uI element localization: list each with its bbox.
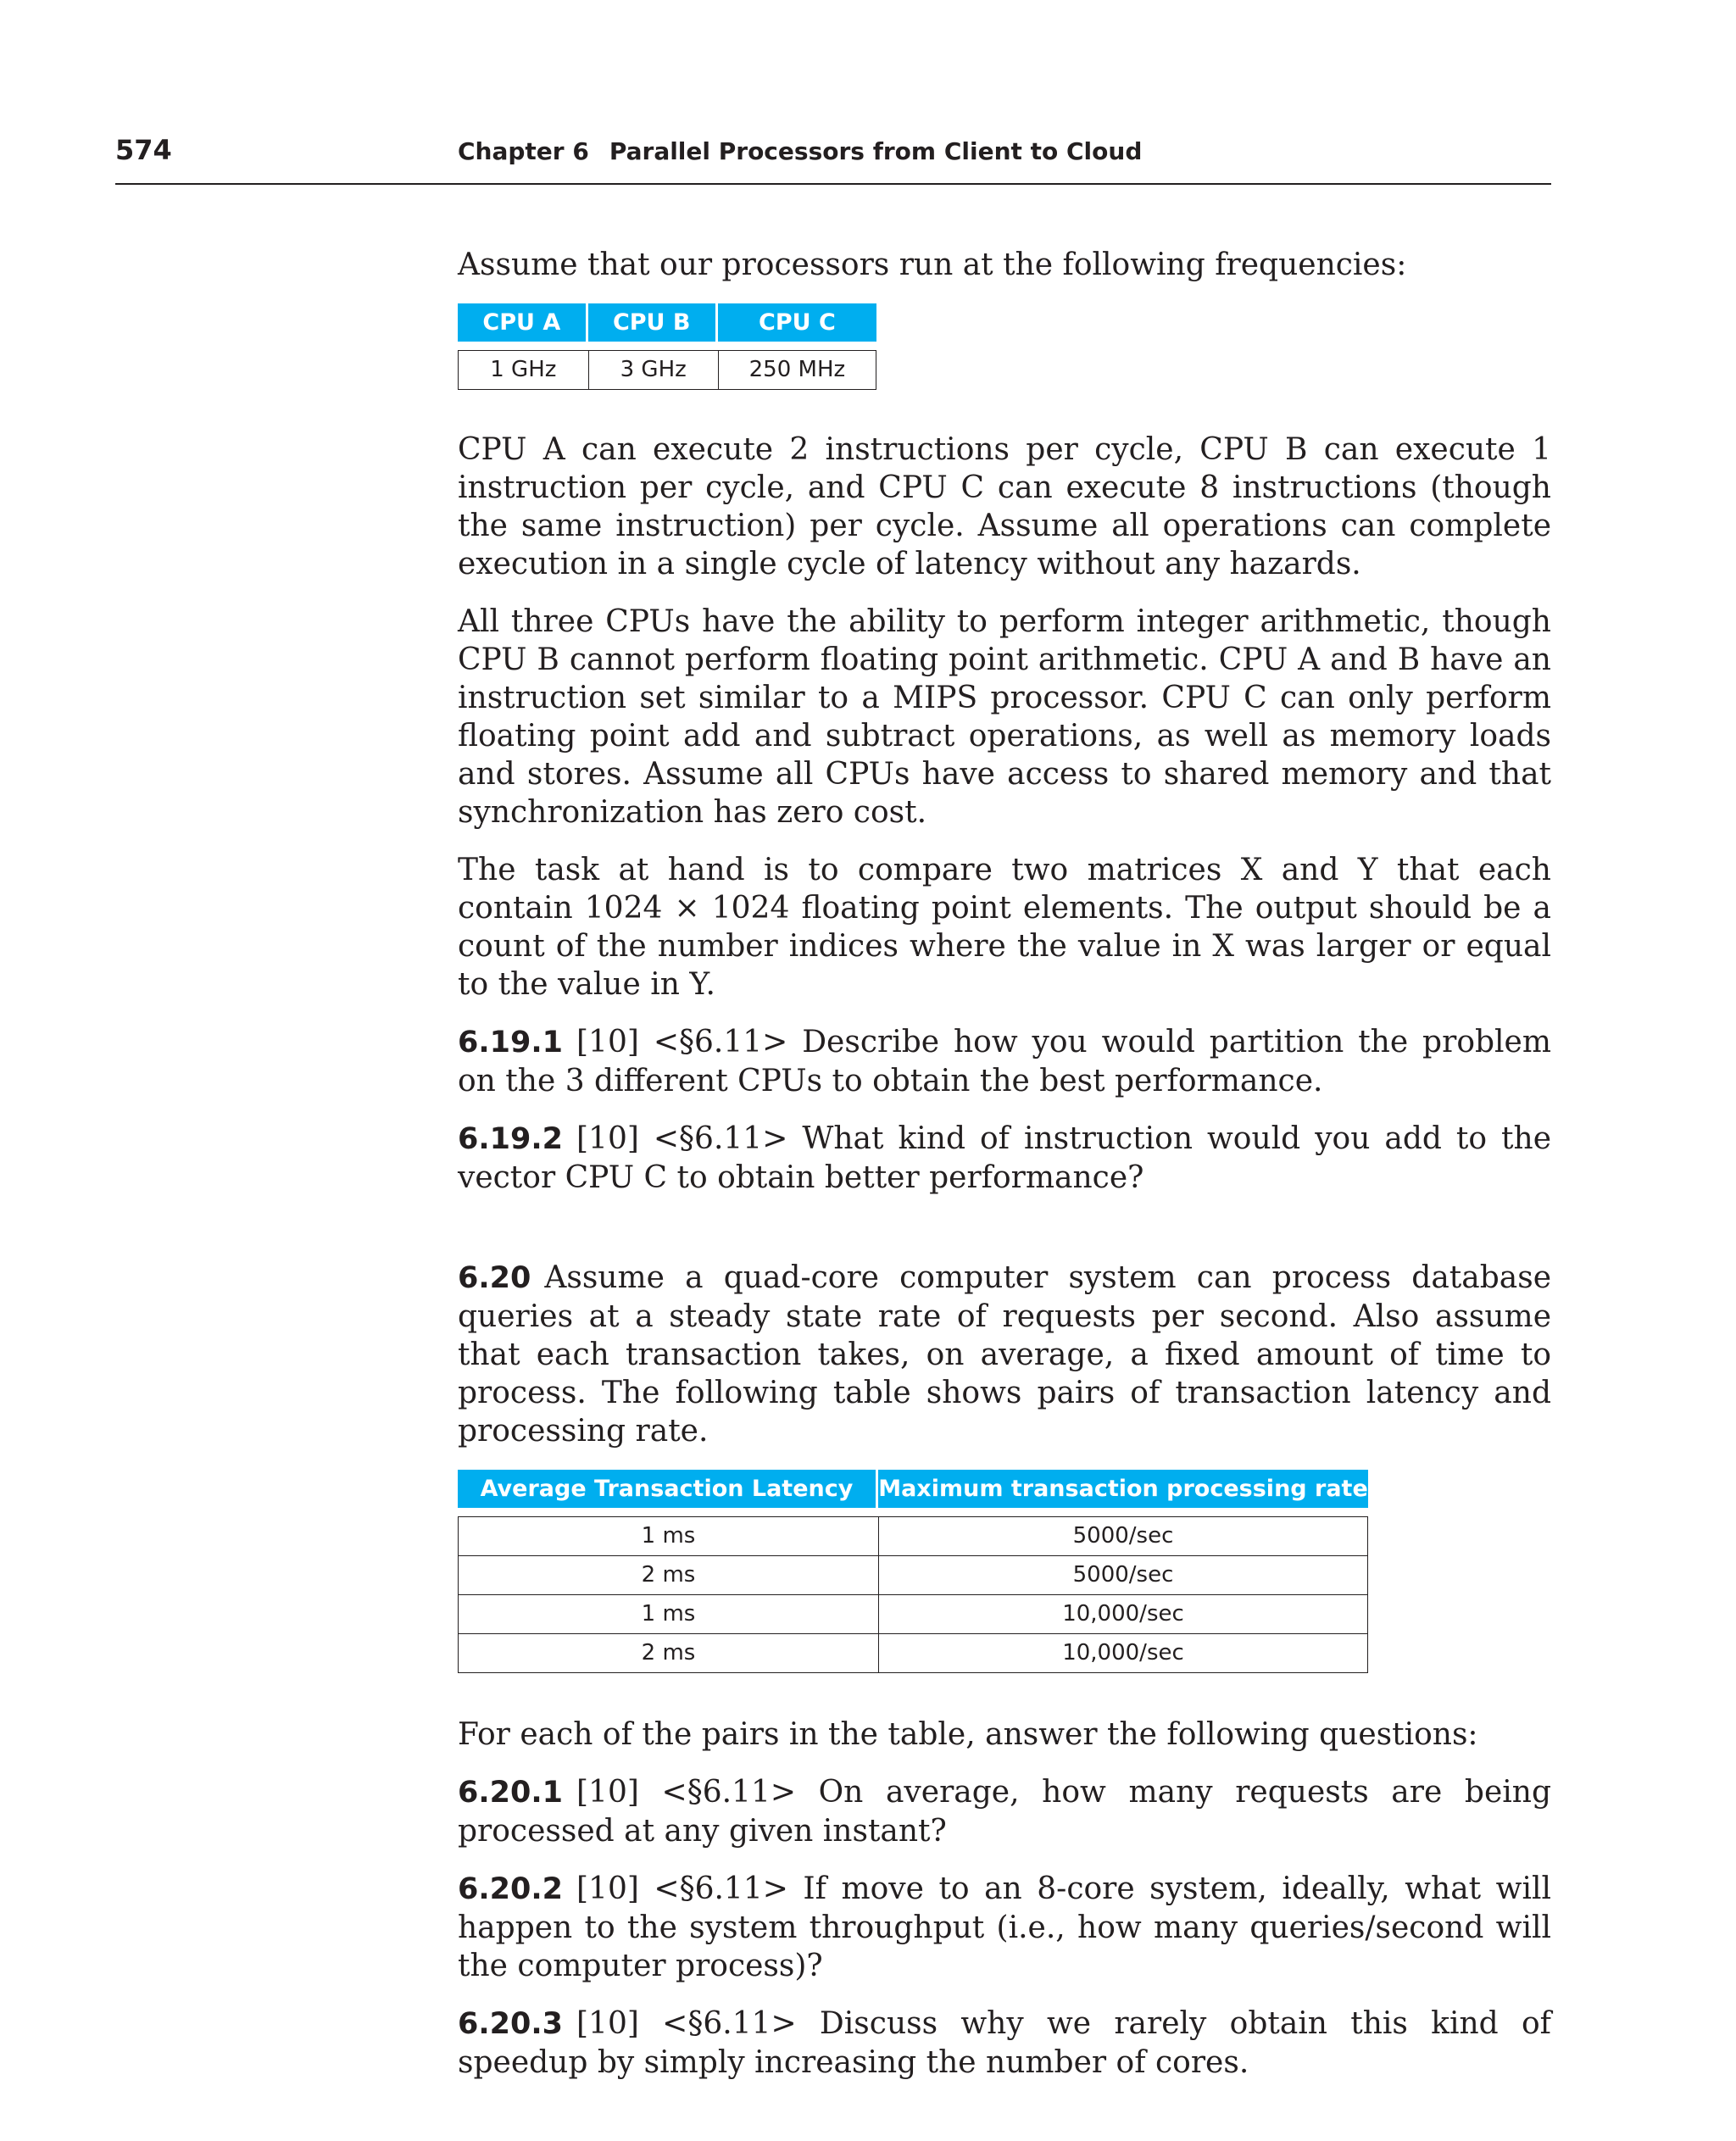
table-row [458,1556,1368,1595]
chapter-title: Parallel Processors from Client to Cloud [609,137,1143,165]
cpu-table-header: CPU B [588,303,718,342]
exercise-6-20-1 [458,1773,1551,1850]
latency-cell: 2 ms [458,1556,878,1595]
rate-cell: 5000/sec [878,1556,1368,1595]
cpu-frequency-table [458,303,876,390]
latency-table-header: Average Transaction Latency [458,1470,878,1508]
exercise-text: [10] <§6.11> Discuss why we rarely obtain this kind of speedup by simply increasing the number of cores. [458,2006,1551,2080]
chapter-label: Chapter 6 [458,137,589,165]
exercise-number: 6.20.3 [458,2007,564,2041]
body-paragraph: All three CPUs have the ability to perform integer arithmetic, though CPU B cannot perform floating point arithmetic. CPU A and B have an instruction set similar to a MIPS processor. CPU C can only perform floating point add and subtract operations, as well as memory loads and stores. Assume all CPUs have access to shared memory and that synchronization has zero cost. [458,604,1551,830]
exercise-6-20 [458,1259,1551,1450]
exercise-6-19-1 [458,1023,1551,1100]
table-row [458,1595,1368,1634]
exercise-number: 6.19.2 [458,1122,564,1156]
latency-cell: 1 ms [458,1595,878,1634]
rate-cell: 10,000/sec [878,1595,1368,1634]
latency-cell: 2 ms [458,1634,878,1673]
exercise-number: 6.20 [458,1261,531,1295]
cpu-table-header: CPU C [718,303,876,342]
exercise-6-19-2 [458,1120,1551,1197]
exercise-6-20-3 [458,2005,1551,2082]
exercise-6-20-2 [458,1870,1551,1985]
table-row [458,1634,1368,1673]
body-paragraph: The task at hand is to compare two matrices X and Y that each contain 1024 × 1024 floating point elements. The output should be a count of the number indices where the value in X was larger or equal to the value in Y. [458,853,1551,1002]
page-body [458,246,1551,2101]
body-paragraph: CPU A can execute 2 instructions per cycle, CPU B can execute 1 instruction per cycle, and CPU C can execute 8 instructions (though the same instruction) per cycle. Assume all operations can complete execution in a single cycle of latency without any hazards. [458,432,1551,581]
cpu-table-cell: 3 GHz [588,350,718,390]
section-gap [458,1216,1551,1259]
latency-rate-table [458,1470,1368,1673]
rate-cell: 5000/sec [878,1516,1368,1556]
latency-cell: 1 ms [458,1516,878,1556]
exercise-text: [10] <§6.11> If move to an 8-core system, ideally, what will happen to the system throughput (i.e., how many queries/second will the computer process)? [458,1871,1551,1983]
chapter-heading [458,137,1142,165]
cpu-table-cell: 250 MHz [718,350,876,390]
exercise-text: Assume a quad-core computer system can process database queries at a steady state rate of requests per second. Also assume that each transaction takes, on average, a fixed amount of time to process. The following table shows pairs of transaction latency and processing rate. [458,1260,1551,1449]
exercise-number: 6.19.1 [458,1026,564,1059]
table-row [458,350,876,390]
cpu-table-cell: 1 GHz [458,350,588,390]
cpu-table-header: CPU A [458,303,588,342]
exercise-number: 6.20.1 [458,1776,564,1810]
table-row [458,1516,1368,1556]
table-followup-paragraph: For each of the pairs in the table, answer the following questions: [458,1717,1478,1752]
exercise-text: [10] <§6.11> On average, how many requests are being processed at any given instant? [458,1775,1551,1849]
exercise-number: 6.20.2 [458,1872,564,1906]
rate-cell: 10,000/sec [878,1634,1368,1673]
intro-paragraph: Assume that our processors run at the following frequencies: [458,247,1407,282]
latency-table-header: Maximum transaction processing rate [878,1470,1368,1508]
exercise-text: [10] <§6.11> Describe how you would partition the problem on the 3 different CPUs to obtain the best performance. [458,1025,1551,1098]
page-number: 574 [115,134,172,166]
running-head [115,129,1551,185]
exercise-text: [10] <§6.11> What kind of instruction would you add to the vector CPU C to obtain better performance? [458,1121,1551,1195]
